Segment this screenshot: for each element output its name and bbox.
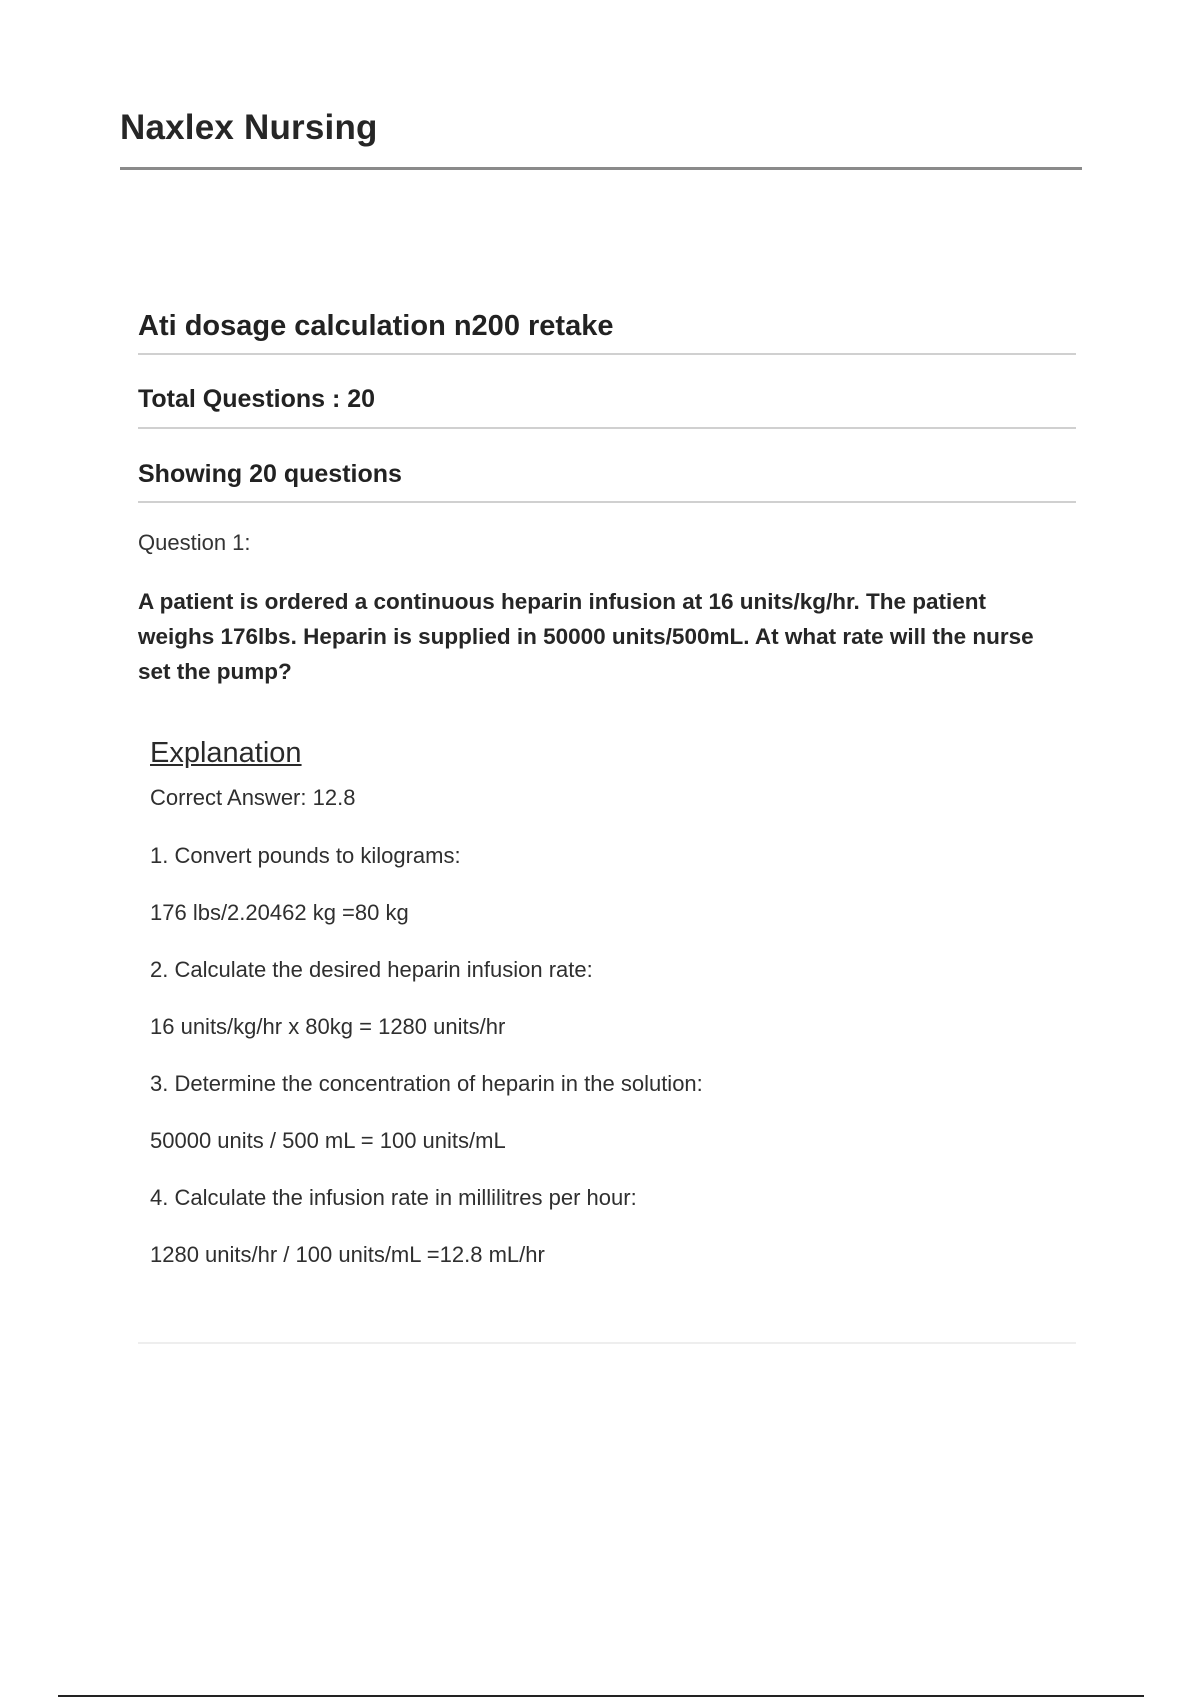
- question-text: A patient is ordered a continuous heparin infusion at 16 units/kg/hr. The patient weighs 176lbs. Heparin is supplied in 50000 units/500mL. At what rate will the nurse set the pump?: [138, 589, 1034, 684]
- showing-divider: [138, 501, 1076, 503]
- showing-count: Showing 20 questions: [138, 460, 402, 488]
- total-divider: [138, 427, 1076, 429]
- header-divider: [120, 167, 1082, 170]
- explanation-step: 3. Determine the concentration of heparin in the solution:: [150, 1071, 703, 1096]
- title-divider: [138, 353, 1076, 355]
- explanation-step: 176 lbs/2.20462 kg =80 kg: [150, 900, 409, 925]
- explanation-step: 1280 units/hr / 100 units/mL =12.8 mL/hr: [150, 1242, 545, 1267]
- page-footer-rule: [58, 1695, 1144, 1697]
- quiz-title: Ati dosage calculation n200 retake: [138, 310, 614, 342]
- site-title: Naxlex Nursing: [120, 108, 378, 147]
- explanation-step: 16 units/kg/hr x 80kg = 1280 units/hr: [150, 1014, 506, 1039]
- question-end-divider: [138, 1342, 1076, 1344]
- explanation-step: 50000 units / 500 mL = 100 units/mL: [150, 1128, 506, 1153]
- explanation-step: 2. Calculate the desired heparin infusion rate:: [150, 957, 593, 982]
- total-questions: Total Questions : 20: [138, 385, 376, 413]
- question-label: Question 1:: [138, 530, 251, 555]
- explanation-step: 1. Convert pounds to kilograms:: [150, 843, 461, 868]
- explanation-step: 4. Calculate the infusion rate in millilitres per hour:: [150, 1185, 637, 1210]
- explanation-block: [150, 735, 1050, 1297]
- explanation-title: Explanation: [150, 737, 302, 769]
- correct-answer: Correct Answer: 12.8: [150, 785, 356, 810]
